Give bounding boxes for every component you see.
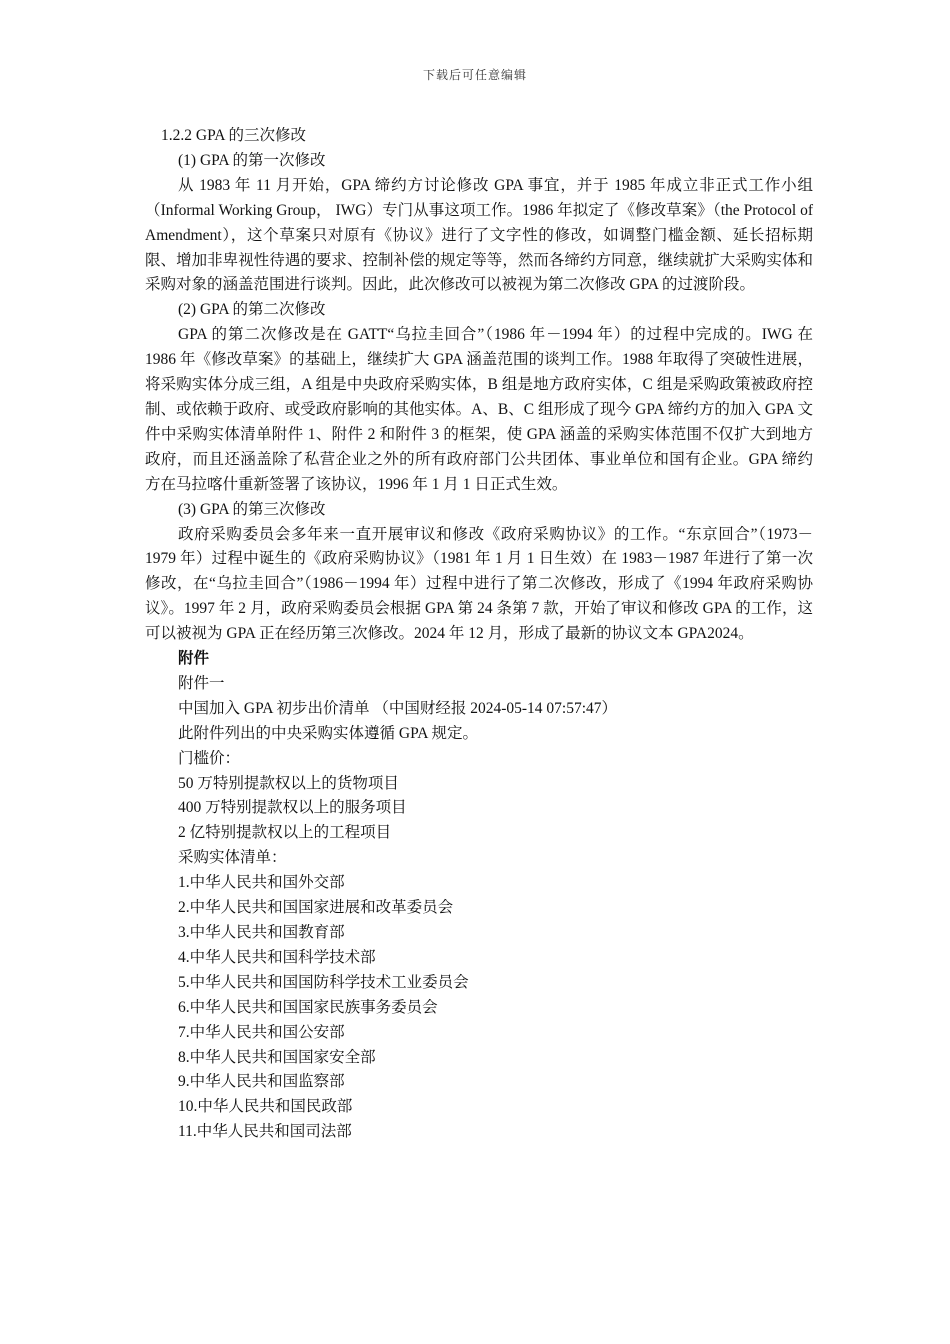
appendix-line: 400 万特别提款权以上的服务项目 bbox=[178, 799, 407, 817]
appendix-title: 附件 bbox=[178, 650, 210, 668]
appendix-line: 门槛价： bbox=[178, 749, 241, 767]
entity-list-item: 9.中华人民共和国监察部 bbox=[178, 1073, 345, 1091]
entity-list-item: 4.中华人民共和国科学技术部 bbox=[178, 948, 376, 966]
appendix-line: 中国加入 GPA 初步出价清单 （中国财经报 2024-05-14 07:57:47） bbox=[178, 699, 618, 717]
paragraph-first-revision: 从 1983 年 11 月开始，GPA 缔约方讨论修改 GPA 事宜，并于 1985 年成立非正式工作小组（Informal Working Group， IWG）专门从事这项工作。1986 年拟定了《修改草案》（the Protocol of Amendment），这个草案只对原有《协议》进行了文字性的修改，如调整门槛金额、延长招标期限、增加非卑视性待遇的要求、控制补偿的规定等等，然而各缔约方同意，继续就扩大采购实体和采购对象的涵盖范围进行谈判。因此，此次修改可以被视为第二次修改 GPA 的过渡阶段。 bbox=[145, 176, 813, 294]
paragraph-third-revision: 政府采购委员会多年来一直开展审议和修改《政府采购协议》的工作。“东京回合”（1973－1979 年）过程中诞生的《政府采购协议》（1981 年 1 月 1 日生效）在 1983－1987 年进行了第一次修改，在“乌拉圭回合”（1986－1994 年）过程中进行了第二次修改，形成了《1994 年政府采购协议》。1997 年 2 月，政府采购委员会根据 GPA 第 24 条第 7 款，开始了审议和修改 GPA 的工作，这可以被视为 GPA 正在经历第三次修改。2024 年 12 月，形成了最新的协议文本 GPA2024。 bbox=[145, 525, 813, 643]
appendix-line: 2 亿特别提款权以上的工程项目 bbox=[178, 824, 392, 842]
paragraph-second-revision: GPA 的第二次修改是在 GATT“乌拉圭回合”（1986 年－1994 年）的过程中完成的。IWG 在 1986 年《修改草案》的基础上，继续扩大 GPA 涵盖范围的谈判工作。1988 年取得了突破性进展，将采购实体分成三组，A 组是中央政府采购实体，B 组是地方政府实体，C 组是采购政策被政府控制、或依赖于政府、或受政府影响的其他实体。A、B、C 组形成了现今 GPA 缔约方的加入 GPA 文件中采购实体清单附件 1、附件 2 和附件 3 的框架，使 GPA 涵盖的采购实体范围不仅扩大到地方政府，而且还涵盖除了私营企业之外的所有政府部门公共团体、事业单位和国有企业。GPA 缔约方在马拉喀什重新签署了该协议，1996 年 1 月 1 日正式生效。 bbox=[145, 326, 813, 493]
subsection-heading-1: (1) GPA 的第一次修改 bbox=[178, 151, 326, 169]
entity-list-item: 8.中华人民共和国国家安全部 bbox=[178, 1048, 376, 1066]
subsection-heading-2: (2) GPA 的第二次修改 bbox=[178, 301, 326, 319]
entity-list-item: 6.中华人民共和国国家民族事务委员会 bbox=[178, 998, 438, 1016]
entity-list-item: 7.中华人民共和国公安部 bbox=[178, 1023, 345, 1041]
appendix-line: 50 万特别提款权以上的货物项目 bbox=[178, 774, 399, 792]
appendix-line: 附件一 bbox=[178, 674, 225, 692]
entity-list-item: 2.中华人民共和国国家进展和改革委员会 bbox=[178, 899, 454, 917]
page-header: 下载后可任意编辑 bbox=[422, 68, 527, 82]
entity-list-item: 3.中华人民共和国教育部 bbox=[178, 924, 345, 941]
document-body bbox=[145, 124, 813, 1145]
appendix-line: 此附件列出的中央采购实体遵循 GPA 规定。 bbox=[178, 724, 478, 742]
entity-list-item: 1.中华人民共和国外交部 bbox=[178, 874, 345, 892]
entity-list-item: 5.中华人民共和国国防科学技术工业委员会 bbox=[178, 973, 469, 991]
subsection-heading-3: (3) GPA 的第三次修改 bbox=[178, 500, 326, 518]
entity-list-item: 10.中华人民共和国民政部 bbox=[178, 1098, 353, 1116]
section-heading: 1.2.2 GPA 的三次修改 bbox=[161, 127, 306, 144]
entity-list-item: 11.中华人民共和国司法部 bbox=[178, 1123, 352, 1141]
appendix-line: 采购实体清单： bbox=[178, 849, 287, 867]
